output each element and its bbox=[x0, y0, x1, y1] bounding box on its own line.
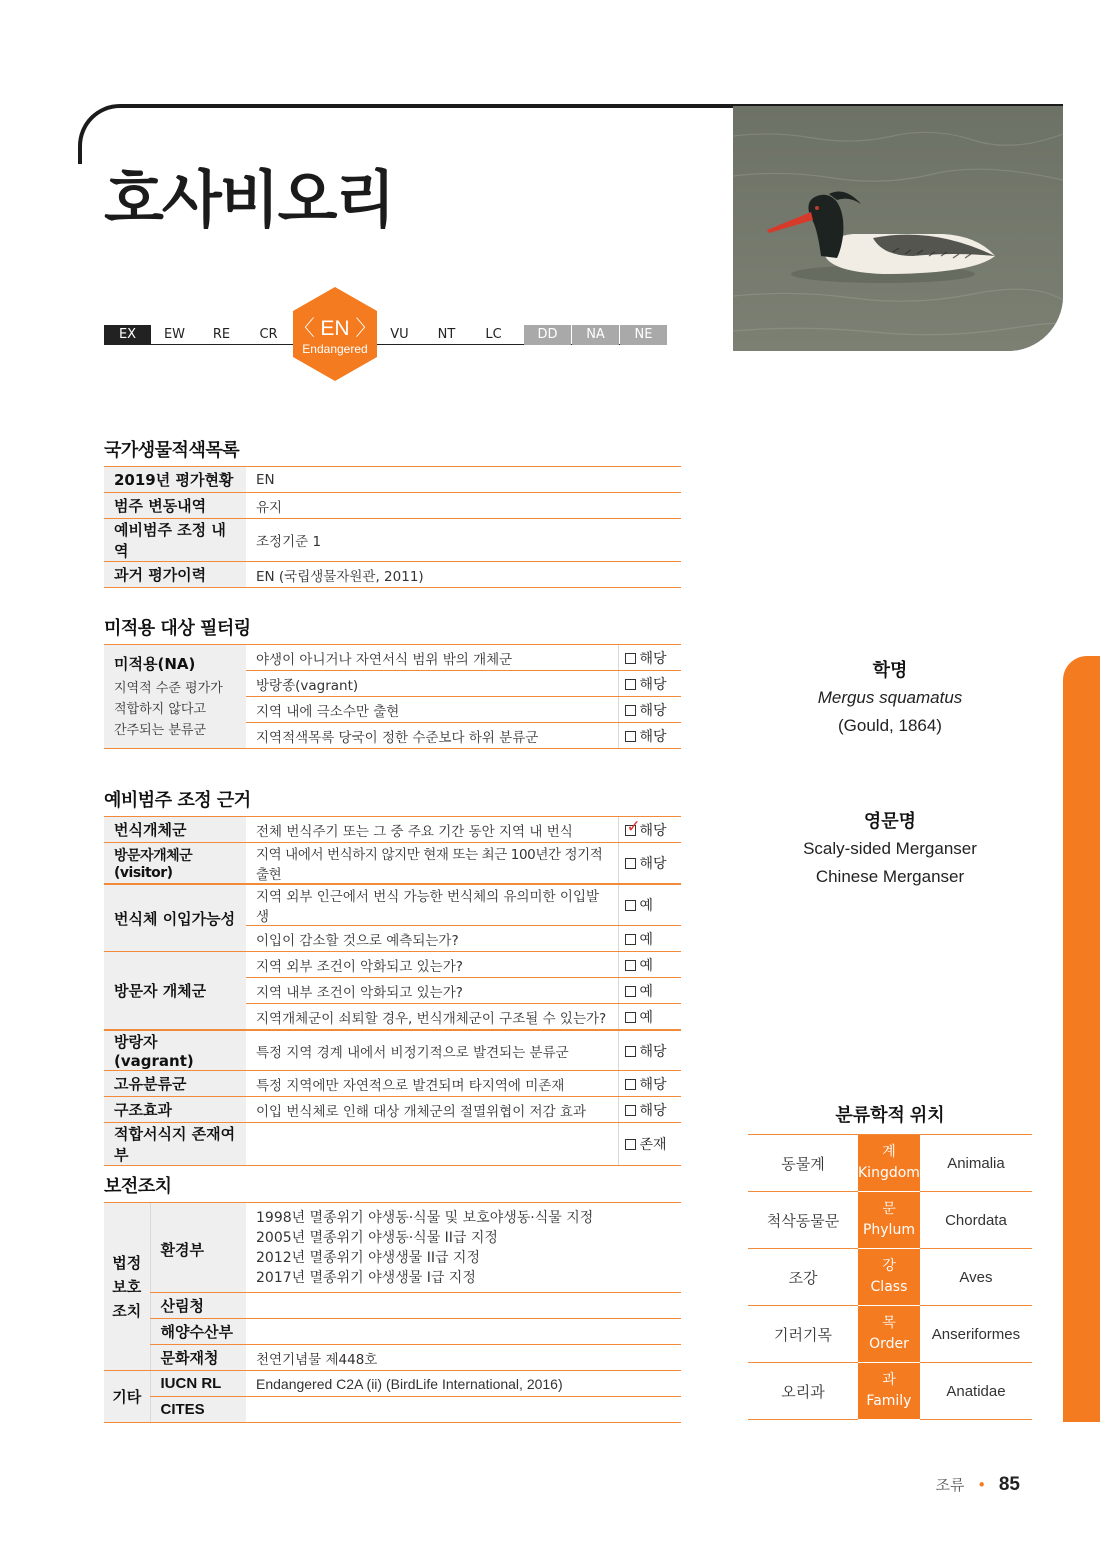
row-text: 특정 지역에만 자연적으로 발견되며 타지역에 미존재 bbox=[246, 1071, 618, 1097]
row-text: 지역 내에서 번식하지 않지만 현재 또는 최근 100년간 정기적 출현 bbox=[246, 843, 618, 884]
category-re: RE bbox=[212, 327, 231, 342]
agency-value bbox=[246, 1293, 681, 1319]
row-label: 범주 변동내역 bbox=[104, 493, 246, 519]
checkbox-icon[interactable] bbox=[625, 986, 636, 997]
checkbox-cell[interactable] bbox=[618, 952, 681, 978]
table-row bbox=[104, 1293, 681, 1319]
english-name-heading: 영문명 bbox=[863, 811, 917, 831]
page-number: 85 bbox=[998, 1474, 1020, 1495]
table-row bbox=[748, 1306, 1032, 1363]
checkbox-label: 해당 bbox=[639, 1102, 667, 1119]
section-title-redlist: 국가생물적색목록 bbox=[104, 440, 240, 461]
agency-label: 산림청 bbox=[150, 1293, 246, 1319]
side-tab bbox=[1063, 656, 1100, 1422]
row-text: 특정 지역 경계 내에서 비정기적으로 발견되는 분류군 bbox=[246, 1031, 618, 1071]
adjust-table-other bbox=[104, 1030, 681, 1166]
filter-criterion: 지역 내에 극소수만 출현 bbox=[246, 697, 618, 723]
legal-protection-label bbox=[104, 1203, 150, 1371]
checkbox-cell[interactable] bbox=[618, 978, 681, 1004]
row-text: 이입이 감소할 것으로 예측되는가? bbox=[246, 926, 618, 952]
checkbox-cell[interactable] bbox=[618, 671, 681, 697]
row-label: 구조효과 bbox=[104, 1097, 246, 1123]
filter-desc-line: 간주되는 분류군 bbox=[114, 723, 207, 738]
checkbox-cell[interactable] bbox=[618, 885, 681, 926]
scientific-name-heading: 학명 bbox=[872, 660, 908, 680]
checkbox-label: 예 bbox=[639, 983, 654, 1000]
checkbox-label: 예 bbox=[639, 898, 654, 914]
table-row bbox=[104, 1371, 681, 1397]
checkbox-label: 해당 bbox=[639, 1076, 667, 1093]
rank-ko: 과 bbox=[882, 1372, 896, 1388]
checkbox-label: 해당 bbox=[639, 650, 667, 667]
agency-value bbox=[246, 1319, 681, 1345]
filter-table bbox=[104, 644, 681, 749]
rank-cell bbox=[858, 1249, 920, 1306]
category-ew: EW bbox=[163, 327, 186, 342]
filter-criterion: 야생이 아니거나 자연서식 범위 밖의 개체군 bbox=[246, 645, 618, 671]
row-text: 지역 외부 조건이 악화되고 있는가? bbox=[246, 952, 618, 978]
checkbox-icon[interactable] bbox=[625, 934, 636, 945]
checkbox-label: 해당 bbox=[639, 1043, 667, 1060]
rank-en: Family bbox=[866, 1393, 912, 1409]
agency-label: IUCN RL bbox=[150, 1371, 246, 1397]
table-row bbox=[104, 1203, 681, 1293]
rank-en: Phylum bbox=[862, 1222, 915, 1238]
category-nt: NT bbox=[437, 327, 456, 342]
taxonomy-heading: 분류학적 위치 bbox=[835, 1105, 945, 1125]
checkbox-icon[interactable] bbox=[625, 960, 636, 971]
checkbox-cell[interactable] bbox=[618, 926, 681, 952]
species-photo bbox=[733, 106, 1063, 351]
scientific-name: Mergus squamatus bbox=[817, 688, 963, 707]
checkbox-cell[interactable] bbox=[618, 1071, 681, 1097]
measure-line: 1998년 멸종위기 야생동·식물 및 보호야생동·식물 지정 bbox=[256, 1209, 594, 1226]
taxon-latin: Anatidae bbox=[920, 1363, 1032, 1420]
section-title-filter: 미적용 대상 필터링 bbox=[104, 618, 251, 639]
checkbox-label: 예 bbox=[639, 1009, 654, 1026]
legal-label-line: 보호 bbox=[112, 1277, 142, 1296]
measure-line: 2005년 멸종위기 야생동·식물 II급 지정 bbox=[256, 1229, 498, 1246]
table-row bbox=[104, 885, 681, 926]
row-label: 방문자개체군(visitor) bbox=[104, 843, 246, 884]
rank-en: Kingdom bbox=[858, 1165, 920, 1181]
adjust-table-population bbox=[104, 816, 681, 884]
rank-ko: 강 bbox=[882, 1258, 896, 1274]
footer-section: 조류 bbox=[935, 1476, 965, 1494]
taxon-latin: Animalia bbox=[920, 1135, 1032, 1192]
checkbox-icon[interactable] bbox=[625, 1139, 636, 1150]
checkbox-icon[interactable] bbox=[625, 731, 636, 742]
taxon-korean: 동물계 bbox=[748, 1135, 858, 1192]
row-text bbox=[246, 1123, 618, 1166]
checkbox-cell[interactable] bbox=[618, 1031, 681, 1071]
checkbox-icon[interactable] bbox=[625, 1079, 636, 1090]
checkbox-icon[interactable] bbox=[625, 1046, 636, 1057]
filter-description bbox=[114, 678, 236, 741]
row-value: EN (국립생물자원관, 2011) bbox=[246, 562, 681, 588]
scientific-author: (Gould, 1864) bbox=[838, 716, 942, 735]
page-footer bbox=[935, 1474, 1020, 1496]
table-row bbox=[104, 645, 681, 671]
filter-label-cell bbox=[104, 645, 246, 749]
agency-label: 환경부 bbox=[150, 1203, 246, 1293]
footer-separator-icon: • bbox=[977, 1476, 987, 1494]
row-value: EN bbox=[246, 467, 681, 493]
rank-cell bbox=[858, 1135, 920, 1192]
category-ne: NE bbox=[620, 325, 667, 345]
table-row bbox=[748, 1249, 1032, 1306]
species-title: 호사비오리 bbox=[104, 163, 394, 236]
checkbox-label: 해당 bbox=[639, 676, 667, 693]
checkbox-icon[interactable] bbox=[625, 653, 636, 664]
table-row bbox=[748, 1192, 1032, 1249]
table-row bbox=[104, 1097, 681, 1123]
table-row bbox=[104, 1123, 681, 1166]
table-row bbox=[104, 493, 681, 519]
taxon-latin: Chordata bbox=[920, 1192, 1032, 1249]
redlist-table bbox=[104, 466, 681, 588]
checkbox-cell[interactable] bbox=[618, 645, 681, 671]
agency-label: CITES bbox=[150, 1397, 246, 1423]
checkbox-label: 예 bbox=[639, 931, 654, 948]
table-row bbox=[104, 1031, 681, 1071]
checkbox-cell[interactable] bbox=[618, 1123, 681, 1166]
row-label: 2019년 평가현황 bbox=[104, 467, 246, 493]
taxon-latin: Anseriformes bbox=[920, 1306, 1032, 1363]
category-cr: CR bbox=[259, 327, 278, 342]
checkbox-cell[interactable] bbox=[618, 817, 681, 843]
taxon-korean: 오리과 bbox=[748, 1363, 858, 1420]
checkbox-icon[interactable] bbox=[625, 679, 636, 690]
section-title-conservation: 보전조치 bbox=[104, 1176, 172, 1197]
table-row bbox=[104, 519, 681, 562]
row-label: 번식개체군 bbox=[104, 817, 246, 843]
row-text: 지역개체군이 쇠퇴할 경우, 번식개체군이 구조될 수 있는가? bbox=[246, 1004, 618, 1030]
rank-ko: 문 bbox=[882, 1201, 896, 1217]
agency-value: 천연기념물 제448호 bbox=[246, 1345, 681, 1371]
table-row bbox=[104, 467, 681, 493]
filter-desc-line: 적합하지 않다고 bbox=[114, 702, 207, 717]
checkbox-label: 예 bbox=[639, 957, 654, 974]
rank-ko: 계 bbox=[882, 1144, 896, 1160]
checkbox-label: 해당 bbox=[639, 856, 667, 872]
current-category-code-text: EN bbox=[320, 317, 350, 340]
category-lc: LC bbox=[485, 327, 502, 342]
taxonomy-table bbox=[748, 1134, 1032, 1420]
taxon-korean: 조강 bbox=[748, 1249, 858, 1306]
row-label: 고유분류군 bbox=[104, 1071, 246, 1097]
filter-criterion: 지역적색목록 당국이 정한 수준보다 하위 분류군 bbox=[246, 723, 618, 749]
other-label: 기타 bbox=[104, 1371, 150, 1423]
rank-cell bbox=[858, 1363, 920, 1420]
rank-en: Class bbox=[870, 1279, 908, 1295]
agency-label: 해양수산부 bbox=[150, 1319, 246, 1345]
category-ex: EX bbox=[104, 325, 151, 345]
agency-value bbox=[246, 1397, 681, 1423]
checkbox-label: 해당 bbox=[639, 822, 667, 839]
table-row bbox=[104, 817, 681, 843]
rank-ko: 목 bbox=[882, 1315, 896, 1331]
filter-desc-line: 지역적 수준 평가가 bbox=[114, 681, 223, 696]
row-label: 방랑자(vagrant) bbox=[104, 1031, 246, 1071]
current-category-code: 〈 EN 〉 bbox=[293, 317, 377, 340]
agency-value: Endangered C2A (ii) (BirdLife International, 2016) bbox=[246, 1371, 681, 1397]
checkbox-cell[interactable] bbox=[618, 1004, 681, 1030]
row-text: 지역 외부 인근에서 번식 가능한 번식체의 유의미한 이입발생 bbox=[246, 885, 618, 926]
checkbox-checked-icon[interactable] bbox=[625, 816, 641, 837]
table-row bbox=[748, 1363, 1032, 1420]
category-dd: DD bbox=[524, 325, 571, 345]
checkbox-cell[interactable] bbox=[618, 697, 681, 723]
checkbox-icon[interactable] bbox=[625, 858, 636, 869]
env-measures bbox=[246, 1203, 681, 1293]
section-title-adjust: 예비범주 조정 근거 bbox=[104, 790, 251, 811]
checkbox-cell[interactable] bbox=[618, 843, 681, 884]
adjust-table-immigration bbox=[104, 884, 681, 1030]
taxon-korean: 척삭동물문 bbox=[748, 1192, 858, 1249]
row-text: 전체 번식주기 또는 그 중 주요 기간 동안 지역 내 번식 bbox=[246, 817, 618, 843]
filter-label: 미적용(NA) bbox=[114, 655, 196, 673]
row-text: 이입 번식체로 인해 대상 개체군의 절멸위협이 저감 효과 bbox=[246, 1097, 618, 1123]
merganser-photo-illustration bbox=[733, 106, 1063, 351]
checkbox-icon[interactable] bbox=[625, 705, 636, 716]
checkbox-cell[interactable] bbox=[618, 723, 681, 749]
legal-label-line: 조치 bbox=[112, 1301, 142, 1320]
agency-label: 문화재청 bbox=[150, 1345, 246, 1371]
row-value: 유지 bbox=[246, 493, 681, 519]
checkbox-label: 해당 bbox=[639, 702, 667, 719]
measure-line: 2012년 멸종위기 야생생물 II급 지정 bbox=[256, 1249, 480, 1266]
current-category-name: Endangered bbox=[302, 342, 368, 356]
table-row bbox=[748, 1135, 1032, 1192]
row-label: 번식체 이입가능성 bbox=[104, 885, 246, 952]
checkbox-cell[interactable] bbox=[618, 1097, 681, 1123]
english-name: Chinese Merganser bbox=[815, 867, 965, 886]
row-text: 지역 내부 조건이 악화되고 있는가? bbox=[246, 978, 618, 1004]
rank-en: Order bbox=[869, 1336, 909, 1352]
checkbox-label: 해당 bbox=[639, 728, 667, 745]
table-row bbox=[104, 1071, 681, 1097]
filter-criterion: 방랑종(vagrant) bbox=[246, 671, 618, 697]
row-label: 과거 평가이력 bbox=[104, 562, 246, 588]
category-vu: VU bbox=[390, 327, 409, 342]
checkbox-icon[interactable] bbox=[625, 900, 636, 911]
row-value: 조정기준 1 bbox=[246, 519, 681, 562]
measure-line: 2017년 멸종위기 야생생물 I급 지정 bbox=[256, 1269, 476, 1286]
taxon-latin: Aves bbox=[920, 1249, 1032, 1306]
table-row bbox=[104, 562, 681, 588]
category-na: NA bbox=[572, 325, 619, 345]
table-row bbox=[104, 1319, 681, 1345]
conservation-table bbox=[104, 1202, 681, 1423]
table-row bbox=[104, 843, 681, 884]
rank-cell bbox=[858, 1306, 920, 1363]
checkbox-label: 존재 bbox=[639, 1137, 667, 1153]
rank-cell bbox=[858, 1192, 920, 1249]
english-name: Scaly-sided Merganser bbox=[803, 839, 977, 858]
legal-label-line: 법정 bbox=[112, 1253, 142, 1272]
row-label: 적합서식지 존재여부 bbox=[104, 1123, 246, 1166]
row-label: 예비범주 조정 내역 bbox=[104, 519, 246, 562]
checkbox-icon[interactable] bbox=[625, 1012, 636, 1023]
table-row bbox=[104, 1397, 681, 1423]
checkbox-icon[interactable] bbox=[625, 1105, 636, 1116]
taxon-korean: 기러기목 bbox=[748, 1306, 858, 1363]
row-label: 방문자 개체군 bbox=[104, 952, 246, 1030]
table-row bbox=[104, 952, 681, 978]
table-row bbox=[104, 1345, 681, 1371]
red-check-icon: ✓ bbox=[626, 816, 641, 837]
